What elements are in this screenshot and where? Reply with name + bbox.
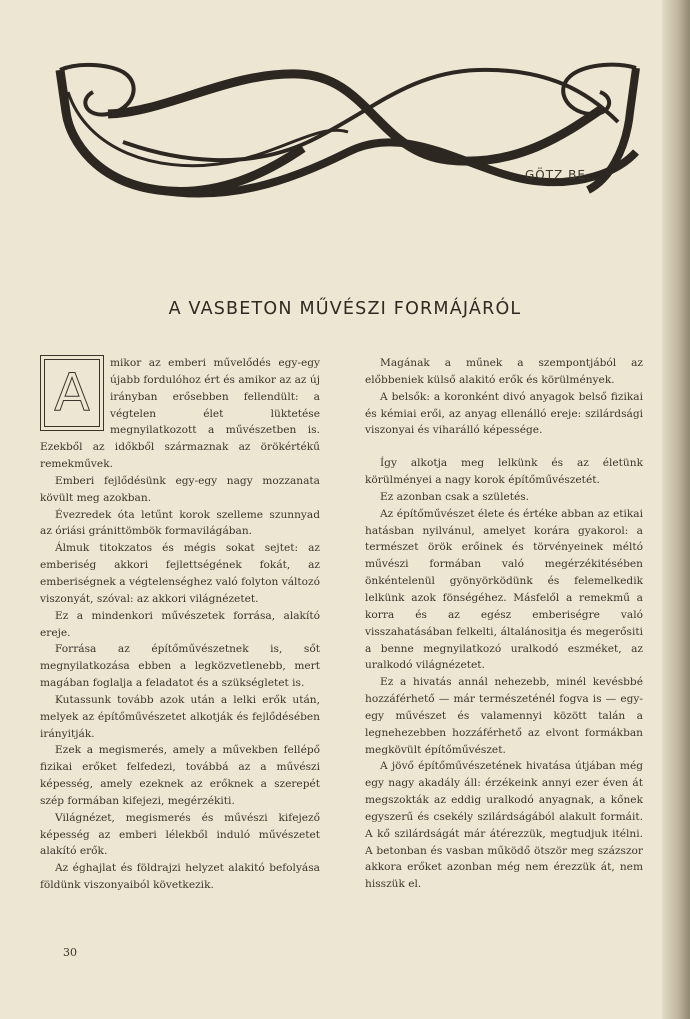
- dropcap: A: [40, 355, 104, 431]
- paragraph: Álmuk titokzatos és mégis sokat sejtet: az emberiség akkori fejlettségének fokát, az emberiségnek a végtelenséghez való folyton változó viszonyát, szóval: az akkori világnézetet.: [40, 542, 320, 605]
- paragraph: Az építőművészet élete és értéke abban az etikai hatásban nyilvánul, amelyet korára gyakorol: a természet örök erőinek és törvényeinek méltó művészi formában való megérzékitésében önkéntelenül gyönyörködünk és felemelkedik lelkünk azok fönségéhez. Másfelől a remekmű a korra és az egész emberiségre való visszahatásában felkelti, általánositja és megerősiti a benne megnyilatkozó uralkodó eszméket, az uralkodó világnézetet.: [365, 507, 643, 672]
- paragraph: Emberi fejlődésünk egy-egy nagy mozzanata kövült meg azokban.: [40, 474, 320, 504]
- left-column: [40, 355, 320, 894]
- paragraph: A jövő építőművészetének hivatása útjában még egy nagy akadály áll: érzékeink annyi ezer éven át megszokták az eddig uralkodó anyagnak, a kőnek egyszerű és csekély szilárdságából alakult formáit. A kő szilárdságát már átérezzük, megtudjuk itélni. A betonban és vasban működő ötször meg százszor akkora erőket azonban még nem érezzük át, nem hisszük el.: [365, 760, 643, 891]
- paragraph: Ez azonban csak a születés.: [380, 490, 530, 503]
- paragraph: Ez a mindenkori művészetek forrása, alakító ereje.: [40, 609, 320, 639]
- signature: GÖTZ BE.: [525, 168, 591, 182]
- page-edge: [662, 0, 690, 1019]
- paragraph: Az éghajlat és földrajzi helyzet alakitó befolyása földünk viszonyaiból következik.: [40, 862, 320, 892]
- page-number: 30: [63, 946, 77, 959]
- paragraph: Magának a műnek a szempontjából az előbbeniek külső alakitó erők és körülmények.: [365, 357, 643, 386]
- article-title: A VASBETON MŰVÉSZI FORMÁJÁRÓL: [168, 298, 522, 319]
- paragraph: Így alkotja meg lelkünk és az életünk körülményei a nagy korok építőművészetét.: [365, 457, 643, 487]
- art-nouveau-ornament: [48, 52, 648, 212]
- paragraph: Kutassunk tovább azok után a lelki erők után, melyek az építőművészetet alkotják és fejlődésében irányitják.: [40, 693, 320, 740]
- paragraph: A belsők: a koronként divó anyagok belső fizikai és kémiai erői, az anyag ellenálló ereje: szilárdsági viszonyai és viharálló képessége.: [365, 390, 643, 437]
- paragraph: Ezek a megismerés, amely a művekben fellépő fizikai erőket felfedezi, továbbá az a művészi képesség, amely ezeknek az erőknek a szerepét szép formában kifejezi, megérzékiti.: [40, 744, 320, 807]
- right-column: [365, 355, 643, 893]
- paragraph: Ez a hivatás annál nehezebb, minél kevésbbé hozzáférhető — már természeténél fogva is — egy-egy művészet és valamennyi között talán a legnehezebben hozzáférhető az elvont formákban megkövült építőművészet.: [365, 676, 643, 756]
- paragraph: Világnézet, megismerés és művészi kifejező képesség az emberi lélekből induló művészetet alakító erők.: [40, 811, 320, 858]
- paragraph: mikor az emberi művelődés egy-egy újabb fordulóhoz ért és amikor az az új irányban erősebben fellendült: a végtelen élet lüktetése megnyilatkozott a művészetben is. Ezekből az időkből származnak az örökértékű remekművek.: [40, 357, 320, 471]
- paragraph: Forrása az építőművészetnek is, sőt megnyilatkozása ebben a legközvetlenebb, mert magában foglalja a feladatot és a szükségletet is.: [40, 643, 320, 690]
- paragraph: Évezredek óta letűnt korok szelleme szunnyad az óriási gránittömbök formavilágában.: [40, 508, 320, 538]
